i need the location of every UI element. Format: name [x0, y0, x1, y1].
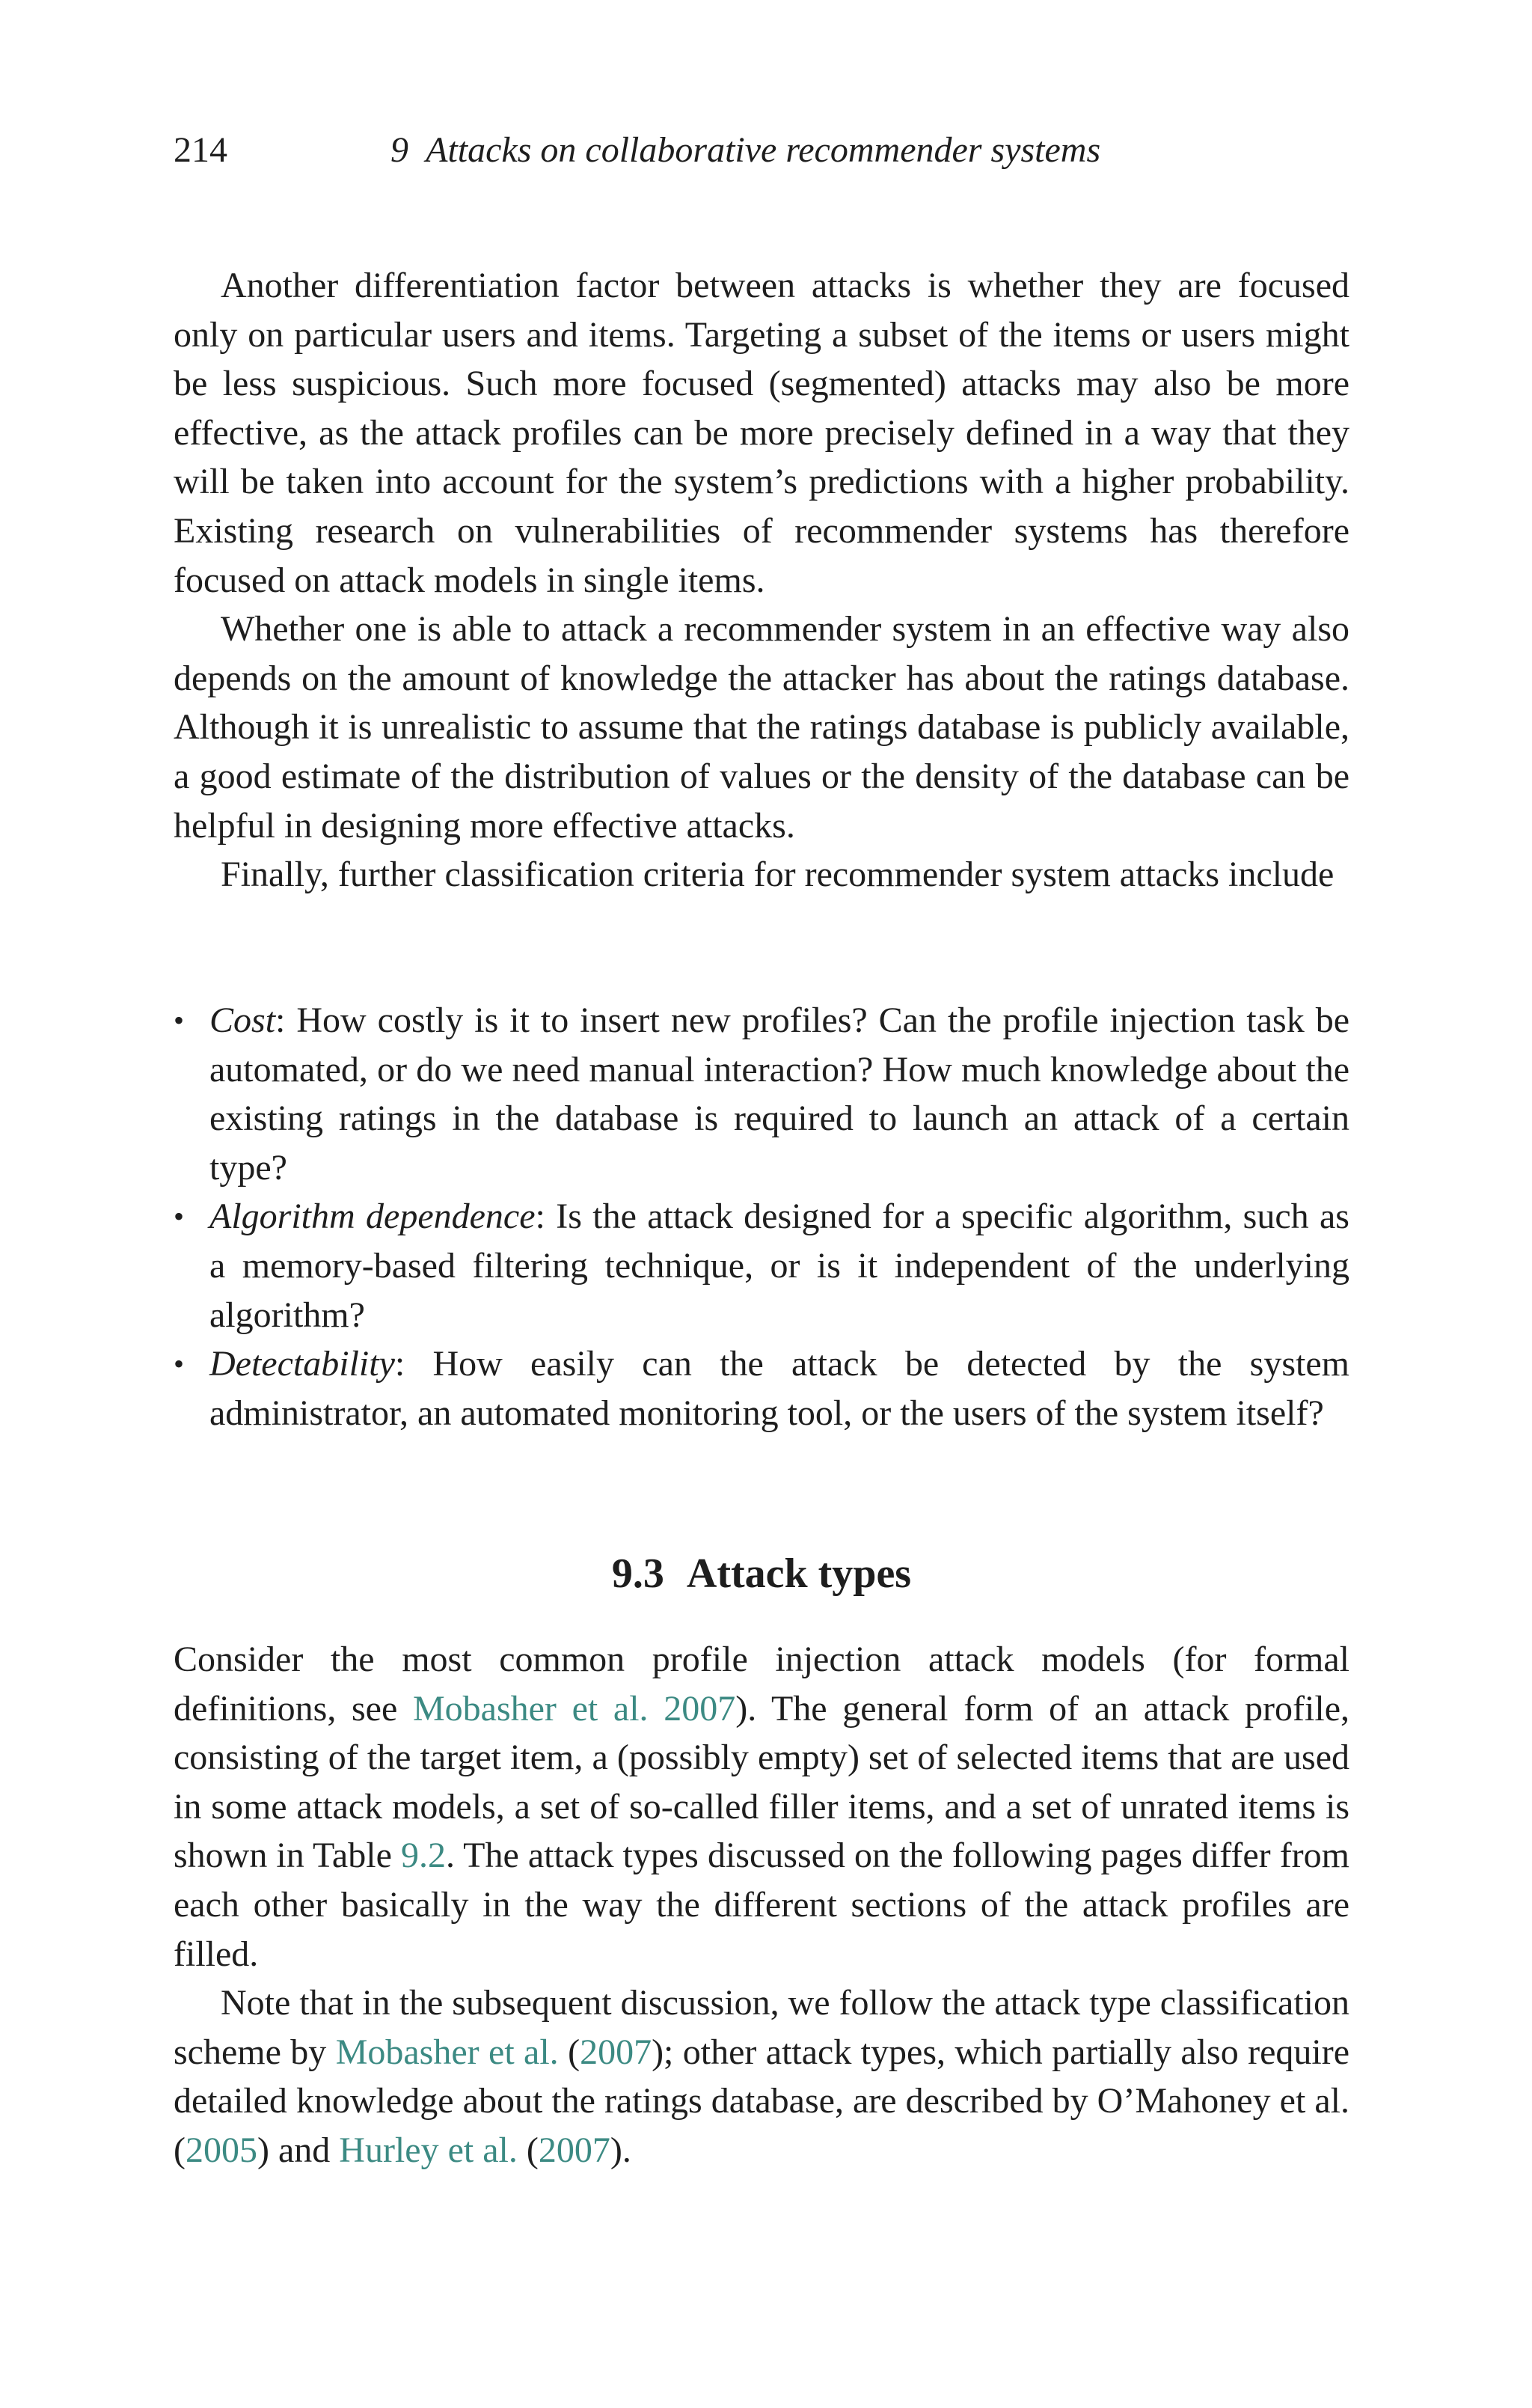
running-head [174, 124, 1349, 177]
citation-link-omahoney-year[interactable]: 2005 [185, 2130, 257, 2170]
paragraph-attack-profile [174, 1635, 1349, 1978]
text-run: ). The general form of an attack profile, consisting of the target item, a (possibly empty) set of selected items that are used in some attack models, a set of so-called filler items, and a set of unrated items is shown in Table [174, 1688, 1349, 1876]
bullet-icon: • [174, 1200, 185, 1234]
paragraph-classification-criteria: Finally, further classification criteria for recommender system attacks include [221, 855, 1335, 895]
criteria-term: Cost [209, 1000, 276, 1040]
section-number: 9.3 [611, 1550, 664, 1597]
criteria-term: Algorithm dependence [209, 1197, 536, 1237]
criteria-list [174, 996, 1349, 1437]
text-run: ) and [257, 2130, 340, 2170]
section-title: Attack types [686, 1550, 912, 1597]
list-item-cost [174, 996, 1349, 1192]
paragraph-segmented-attacks: Another differentiation factor between attacks is whether they are focused only on particular users and items. Targeting a subset of the items or users might be less suspicious. Such more focused (segmented) attacks may also be more effective, as the attack profiles can be more precisely defined in a way that they will be taken into account for the system’s predictions with a higher probability. Existing research on vulnerabilities of recommender systems has therefore focused on attack models in single items. [174, 266, 1349, 600]
text-run: ( [517, 2130, 539, 2170]
criteria-term: Detectability [209, 1344, 395, 1384]
text-run: ). [610, 2130, 631, 2170]
list-item-detectability [174, 1339, 1349, 1437]
paragraph-attacker-knowledge: Whether one is able to attack a recommender system in an effective way also depends on the amount of knowledge the attacker has about the ratings database. Although it is unrealistic to assume that the ratings database is publicly available, a good estimate of the distribution of values or the density of the database can be helpful in designing more effective attacks. [174, 609, 1349, 846]
bullet-icon: • [174, 1347, 185, 1381]
text-run: ( [558, 2032, 580, 2072]
citation-link-mobasher-year[interactable]: 2007 [580, 2032, 652, 2072]
bullet-icon: • [174, 1003, 185, 1037]
citation-link-hurley-year[interactable]: 2007 [538, 2130, 610, 2170]
text-run: Consider the most common profile injection attack models (for formal definitions, see [174, 1640, 1349, 1729]
running-title: 9 Attacks on collaborative recommender systems [390, 130, 1101, 170]
citation-link-mobasher[interactable]: Mobasher et al. 2007 [412, 1688, 736, 1729]
text-run: . The attack types discussed on the following pages differ from each other basically in the way the different sections of the attack profiles are filled. [174, 1836, 1350, 1974]
citation-link-hurley-name[interactable]: Hurley et al. [339, 2130, 518, 2170]
criteria-description: : How easily can the attack be detected by the system administrator, an automated monitoring tool, or the users of the system itself? [209, 1344, 1349, 1433]
section-heading [174, 1544, 1349, 1604]
criteria-description: : How costly is it to insert new profiles? Can the profile injection task be automated, or do we need manual interaction? How much knowledge about the existing ratings in the database is required to launch an attack of a certain type? [209, 1000, 1349, 1188]
text-run: Note that in the subsequent discussion, we follow the attack type classification scheme by [174, 1983, 1349, 2072]
list-item-algorithm-dependence [174, 1192, 1349, 1339]
criteria-description: : Is the attack designed for a specific algorithm, such as a memory-based filtering technique, or is it independent of the underlying algorithm? [209, 1197, 1349, 1335]
paragraph-classification-scheme [174, 1978, 1349, 2175]
citation-link-mobasher-name[interactable]: Mobasher et al. [335, 2032, 559, 2072]
intro-text [174, 261, 1349, 899]
text-run: ); other attack types, which partially also require detailed knowledge about the ratings database, are described by O’Mahoney et al. ( [174, 2032, 1350, 2170]
section-text [174, 1635, 1349, 2175]
page-number: 214 [174, 130, 227, 170]
table-reference-link[interactable]: 9.2 [400, 1836, 446, 1876]
